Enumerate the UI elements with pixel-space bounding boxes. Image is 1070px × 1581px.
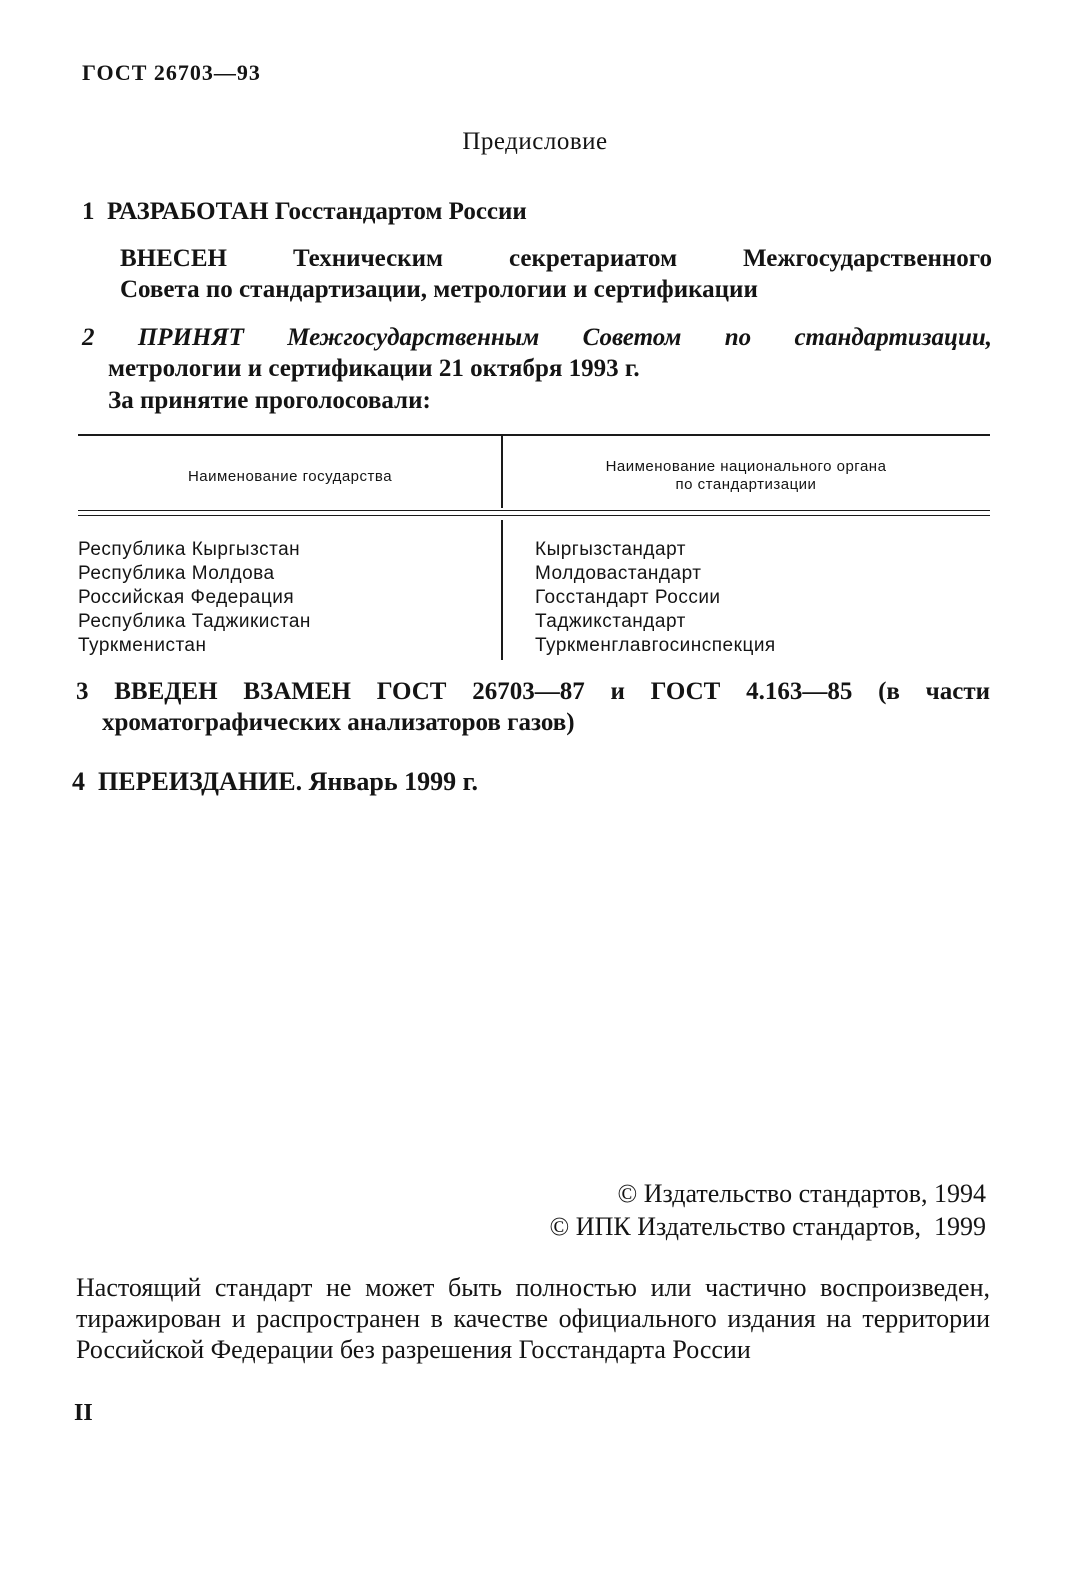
reproduction-notice: Настоящий стандарт не может быть полностью или частично воспроизведен, тиражирован и распространен в качестве официального издания на территории Российской Федерации без разрешения Госстандарта России — [76, 1273, 990, 1364]
table-header-body-line2: по стандартизации — [675, 476, 817, 493]
item-1 — [82, 196, 527, 227]
item-1-submitted — [120, 243, 992, 306]
item-3-text-line1: ВВЕДЕН ВЗАМЕН ГОСТ 26703—87 и ГОСТ 4.163—85 (в части — [114, 678, 991, 705]
item-2-number: 2 — [82, 324, 95, 351]
item-2-text-line2: метрологии и сертификации 21 октября 1993 г. — [108, 355, 640, 383]
table-top-rule — [78, 434, 990, 436]
table-header-rule-1 — [78, 510, 990, 511]
item-2-lead: ПРИНЯТ — [137, 324, 244, 351]
item-4-lead: ПЕРЕИЗДАНИЕ. — [98, 767, 303, 796]
item-2-voted: За принятие проголосовали: — [108, 386, 431, 414]
item-1-submitted-text: Техническим секретариатом Межгосударственного — [292, 245, 993, 272]
copyright-line-1: © Издательство стандартов, 1994 — [617, 1179, 986, 1208]
item-1-submitted-line1 — [120, 243, 992, 274]
table-row-body: Молдовастандарт — [535, 563, 702, 584]
table-body-divider — [501, 520, 503, 660]
table-row-state: Республика Кыргызстан — [78, 539, 301, 560]
item-3 — [76, 676, 990, 739]
table-column-bodies — [535, 538, 776, 658]
item-3-number: 3 — [76, 678, 89, 705]
document-code: ГОСТ 26703—93 — [82, 60, 261, 85]
table-header-rule-2 — [78, 515, 990, 516]
item-1-submitted-lead: ВНЕСЕН — [120, 245, 227, 272]
item-1-submitted-line2: Совета по стандартизации, метрологии и сертификации — [120, 276, 758, 304]
table-row-body: Кыргызстандарт — [535, 539, 686, 560]
copyright-line-2: © ИПК Издательство стандартов, 1999 — [549, 1212, 986, 1241]
table-row-state: Республика Молдова — [78, 563, 275, 584]
item-2 — [82, 322, 992, 416]
table-row-body: Туркменглавгосинспекция — [535, 635, 776, 656]
table-column-states — [78, 538, 311, 658]
table-row-body: Таджикстандарт — [535, 611, 686, 632]
table-row-body: Госстандарт России — [535, 587, 721, 608]
item-4 — [72, 766, 478, 799]
item-4-text: Январь 1999 г. — [308, 767, 478, 796]
item-4-number: 4 — [72, 767, 85, 796]
item-1-text: Госстандартом России — [274, 198, 527, 225]
item-2-line1 — [82, 322, 992, 353]
item-1-number: 1 — [82, 198, 95, 225]
table-row-state: Туркменистан — [78, 635, 207, 656]
table-row-state: Российская Федерация — [78, 587, 295, 608]
item-2-text-line1: Межгосударственным Советом по стандартизации, — [287, 324, 993, 351]
table-header-state: Наименование государства — [187, 468, 393, 485]
item-3-text-line2: хроматографических анализаторов газов) — [102, 709, 575, 737]
table-header-body — [503, 458, 989, 494]
item-3-line1 — [76, 676, 990, 707]
foreword-title: Предисловие — [462, 128, 608, 155]
table-row-state: Республика Таджикистан — [78, 611, 311, 632]
table-header-body-line1: Наименование национального органа — [605, 458, 887, 475]
page-number: II — [74, 1400, 93, 1426]
item-1-lead: РАЗРАБОТАН — [107, 198, 269, 225]
